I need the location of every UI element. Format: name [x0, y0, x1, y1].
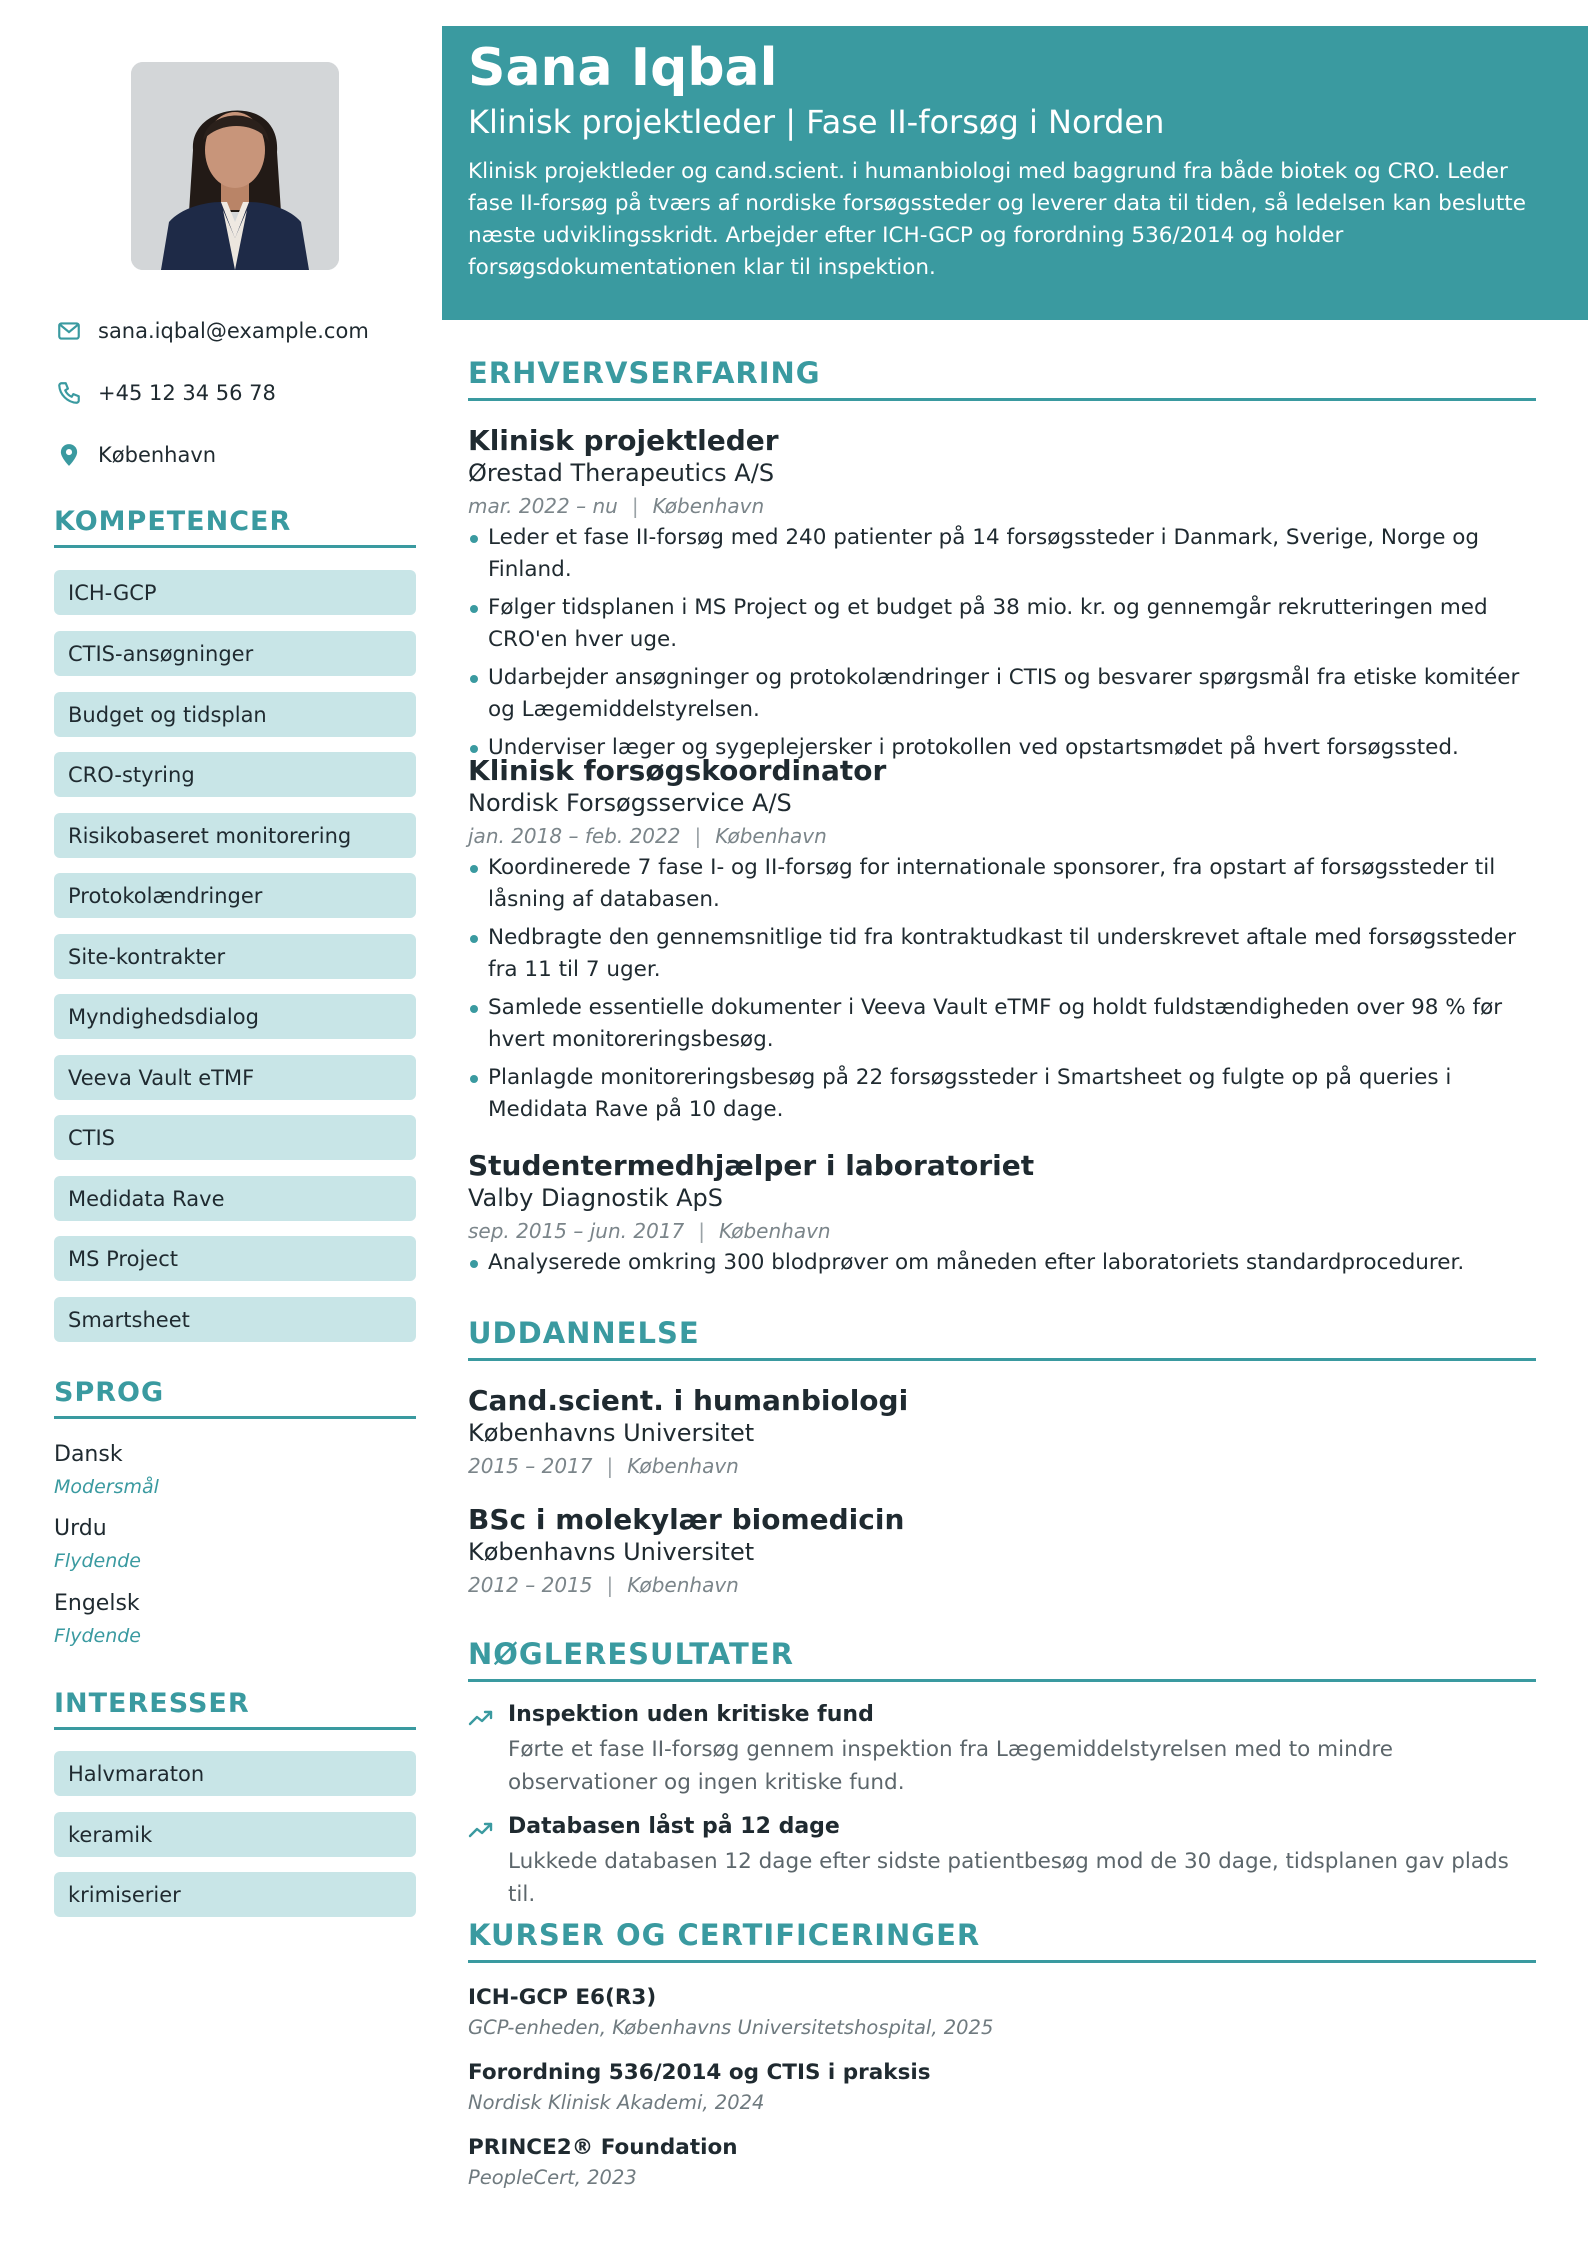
phone-text: +45 12 34 56 78 — [98, 381, 276, 405]
job-dates: jan. 2018 – feb. 2022 — [468, 824, 681, 848]
education-meta: 2012 – 2015 | København — [468, 1573, 739, 1597]
interest-chip: Halvmaraton — [54, 1751, 416, 1796]
mail-icon — [54, 316, 84, 346]
location-pin-icon — [54, 440, 84, 470]
education-dates: 2012 – 2015 — [468, 1573, 593, 1597]
skill-chip: Protokolændringer — [54, 873, 416, 918]
bullet-item: Underviser læger og sygeplejersker i protokollen ved opstartsmødet på hvert forsøgssted. — [468, 732, 1536, 764]
language-name: Engelsk — [54, 1591, 140, 1616]
email-text: sana.iqbal@example.com — [98, 319, 369, 343]
bullet-item: Leder et fase II-forsøg med 240 patienter på 14 forsøgssteder i Danmark, Sverige, Norge og Finland. — [468, 522, 1536, 586]
job-location: København — [715, 824, 827, 848]
course-meta: PeopleCert, 2023 — [468, 2166, 637, 2189]
job-location: København — [719, 1219, 831, 1243]
language-level: Flydende — [54, 1550, 141, 1572]
skill-chip: Risikobaseret monitorering — [54, 813, 416, 858]
education-dates: 2015 – 2017 — [468, 1454, 593, 1478]
courses-heading: KURSER OG CERTIFICERINGER — [468, 1918, 1536, 1963]
skill-chip: Veeva Vault eTMF — [54, 1055, 416, 1100]
achievement-description: Lukkede databasen 12 dage efter sidste patientbesøg mod de 30 dage, tidsplanen gav plads til. — [508, 1849, 1509, 1907]
job-title: Klinisk projektleder — [468, 424, 779, 457]
bullet-item: Analyserede omkring 300 blodprøver om måneden efter laboratoriets standardprocedurer. — [468, 1247, 1536, 1279]
job-company: Ørestad Therapeutics A/S — [468, 459, 775, 487]
language-level: Flydende — [54, 1625, 141, 1647]
skill-chip: ICH-GCP — [54, 570, 416, 615]
skill-chip: Site-kontrakter — [54, 934, 416, 979]
education-school: Københavns Universitet — [468, 1538, 755, 1566]
portrait-illustration — [131, 62, 339, 270]
phone-icon — [54, 378, 84, 408]
skill-chip: Medidata Rave — [54, 1176, 416, 1221]
profile-photo — [131, 62, 339, 270]
job-title: Studentermedhjælper i laboratoriet — [468, 1149, 1035, 1182]
achievement-item — [468, 1814, 1536, 1911]
education-degree: BSc i molekylær biomedicin — [468, 1503, 905, 1536]
education-meta: 2015 – 2017 | København — [468, 1454, 739, 1478]
education-heading: UDDANNELSE — [468, 1316, 1536, 1361]
course-meta: GCP-enheden, Københavns Universitetshospital, 2025 — [468, 2016, 994, 2039]
achievement-title: Inspektion uden kritiske fund — [508, 1702, 874, 1727]
job-company: Valby Diagnostik ApS — [468, 1184, 723, 1212]
contact-phone[interactable] — [54, 373, 416, 413]
job-meta: sep. 2015 – jun. 2017 | København — [468, 1219, 831, 1243]
languages-heading: SPROG — [54, 1377, 416, 1419]
header-banner — [442, 26, 1588, 320]
job-bullets — [468, 522, 1536, 770]
job-dates: mar. 2022 – nu — [468, 494, 618, 518]
course-title: PRINCE2® Foundation — [468, 2135, 738, 2160]
job-bullets — [468, 852, 1536, 1132]
location-text: København — [98, 443, 217, 467]
language-name: Dansk — [54, 1442, 123, 1467]
bullet-item: Samlede essentielle dokumenter i Veeva Vault eTMF og holdt fuldstændigheden over 98 % før hvert monitoreringsbesøg. — [468, 992, 1536, 1056]
education-location: København — [627, 1573, 739, 1597]
course-title: Forordning 536/2014 og CTIS i praksis — [468, 2060, 931, 2085]
skill-chip: Budget og tidsplan — [54, 692, 416, 737]
bullet-item: Følger tidsplanen i MS Project og et budget på 38 mio. kr. og gennemgår rekrutteringen med CRO'en hver uge. — [468, 592, 1536, 656]
contact-email[interactable] — [54, 311, 416, 351]
course-title: ICH-GCP E6(R3) — [468, 1985, 657, 2010]
job-meta: mar. 2022 – nu | København — [468, 494, 765, 518]
profile-summary: Klinisk projektleder og cand.scient. i humanbiologi med baggrund fra både biotek og CRO. Leder fase II-forsøg på tværs af nordiske forsøgssteder og leverer data til tiden, så ledelsen kan beslutte næste udviklingsskridt. Arbejder efter ICH-GCP og forordning 536/2014 og holder forsøgsdokumentationen klar til inspektion. — [468, 158, 1526, 280]
language-name: Urdu — [54, 1516, 107, 1541]
bullet-item: Planlagde monitoreringsbesøg på 22 forsøgssteder i Smartsheet og fulgte op på queries i Medidata Rave på 10 dage. — [468, 1062, 1536, 1126]
job-subtitle: Klinisk projektleder | Fase II-forsøg i Norden — [468, 103, 1165, 142]
course-meta: Nordisk Klinisk Akademi, 2024 — [468, 2091, 765, 2114]
bullet-item: Udarbejder ansøgninger og protokolændringer i CTIS og besvarer spørgsmål fra etiske komitéer og Lægemiddelstyrelsen. — [468, 662, 1536, 726]
skill-chip: CTIS-ansøgninger — [54, 631, 416, 676]
skill-chip: MS Project — [54, 1236, 416, 1281]
achievement-description: Førte et fase II-forsøg gennem inspektion fra Lægemiddelstyrelsen med to mindre observationer og ingen kritiske fund. — [508, 1737, 1393, 1795]
job-title: Klinisk forsøgskoordinator — [468, 754, 887, 787]
contact-location — [54, 435, 416, 475]
interests-heading: INTERESSER — [54, 1688, 416, 1730]
job-location: København — [652, 494, 765, 518]
language-level: Modersmål — [54, 1476, 159, 1498]
skill-chip: CRO-styring — [54, 752, 416, 797]
job-company: Nordisk Forsøgsservice A/S — [468, 789, 792, 817]
achievement-title: Databasen låst på 12 dage — [508, 1814, 840, 1839]
job-bullets — [468, 1247, 1536, 1285]
trending-up-icon — [468, 1820, 494, 1840]
job-dates: sep. 2015 – jun. 2017 — [468, 1219, 685, 1243]
education-school: Københavns Universitet — [468, 1419, 755, 1447]
experience-heading: ERHVERVSERFARING — [468, 356, 1536, 401]
achievements-heading: NØGLERESULTATER — [468, 1637, 1536, 1682]
skills-heading: KOMPETENCER — [54, 506, 416, 548]
trending-up-icon — [468, 1708, 494, 1728]
skill-chip: Smartsheet — [54, 1297, 416, 1342]
interest-chip: krimiserier — [54, 1872, 416, 1917]
education-location: København — [627, 1454, 739, 1478]
skill-chip: CTIS — [54, 1115, 416, 1160]
job-meta: jan. 2018 – feb. 2022 | København — [468, 824, 827, 848]
education-degree: Cand.scient. i humanbiologi — [468, 1384, 909, 1417]
person-name: Sana Iqbal — [468, 38, 778, 98]
bullet-item: Koordinerede 7 fase I- og II-forsøg for internationale sponsorer, fra opstart af forsøgssteder til låsning af databasen. — [468, 852, 1536, 916]
bullet-item: Nedbragte den gennemsnitlige tid fra kontraktudkast til underskrevet aftale med forsøgssteder fra 11 til 7 uger. — [468, 922, 1536, 986]
skill-chip: Myndighedsdialog — [54, 994, 416, 1039]
interest-chip: keramik — [54, 1812, 416, 1857]
achievement-item — [468, 1702, 1536, 1799]
